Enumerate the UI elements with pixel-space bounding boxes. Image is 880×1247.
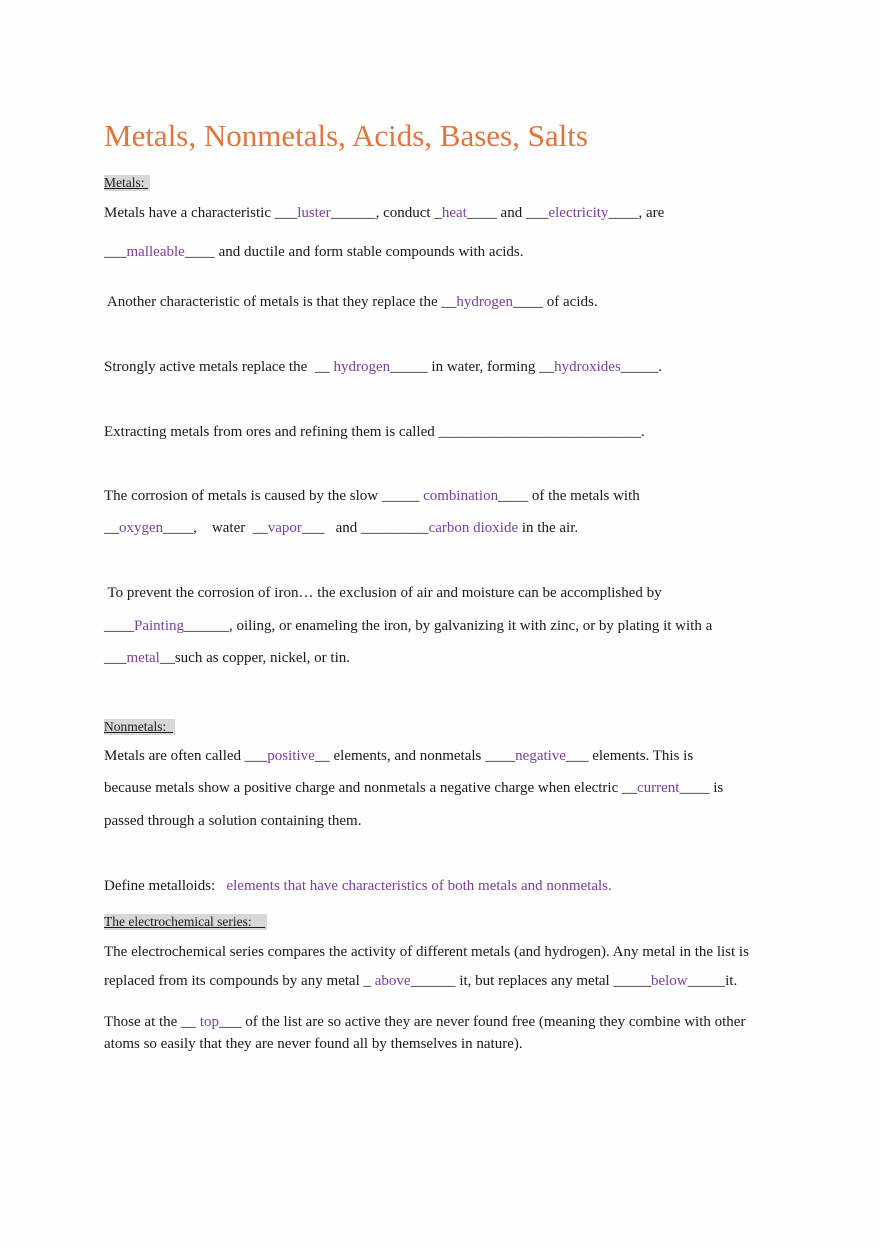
metals-line-8: To prevent the corrosion of iron… the exclusion of air and moisture can be accomplished by — [104, 585, 662, 601]
page-title: Metals, Nonmetals, Acids, Bases, Salts — [104, 118, 588, 153]
answer-oxygen: oxygen — [119, 520, 164, 536]
answer-below: below — [650, 973, 688, 989]
answer-malleable: malleable — [126, 244, 185, 260]
answer-vapor: vapor — [267, 520, 302, 536]
electro-line-1: The electrochemical series compares the activity of different metals (and hydrogen). Any metal in the list is — [104, 944, 749, 960]
answer-above: above — [374, 973, 411, 989]
metals-line-4: Strongly active metals replace the __ hydrogen_____ in water, forming __hydroxides_____. — [104, 359, 663, 375]
answer-carbon-dioxide: carbon dioxide — [428, 520, 519, 536]
metals-line-5: Extracting metals from ores and refining them is called ___________________________. — [104, 424, 645, 440]
metals-heading: Metals: — [104, 175, 148, 190]
metals-line-10: ___metal__such as copper, nickel, or tin. — [104, 650, 351, 666]
metals-line-9: ____Painting______, oiling, or enameling the iron, by galvanizing it with zinc, or by plating it with a — [104, 618, 713, 634]
metals-line-7: __oxygen____, water __vapor___ and _________carbon dioxide in the air. — [104, 520, 579, 536]
answer-current: current — [637, 780, 680, 796]
answer-luster: luster — [297, 205, 331, 221]
answer-painting: Painting — [134, 618, 185, 634]
metals-line-1: Metals have a characteristic ___luster______, conduct _heat____ and ___electricity____, are — [104, 205, 665, 221]
answer-positive: positive — [267, 748, 315, 764]
metals-line-6: The corrosion of metals is caused by the slow _____ combination____ of the metals with — [104, 488, 640, 504]
electro-line-2: replaced from its compounds by any metal _ above______ it, but replaces any metal _____below_____it. — [104, 973, 738, 989]
answer-electricity: electricity — [548, 205, 609, 221]
electro-line-4: atoms so easily that they are never found all by themselves in nature). — [104, 1036, 523, 1052]
nonmetals-line-4: Define metalloids: elements that have characteristics of both metals and nonmetals. — [104, 878, 612, 894]
answer-top: top — [199, 1014, 219, 1030]
answer-hydrogen-acids: hydrogen — [456, 294, 514, 310]
answer-hydrogen-water: hydrogen — [333, 359, 391, 375]
answer-metalloids-definition: elements that have characteristics of both metals and nonmetals. — [226, 878, 612, 894]
electrochemical-heading: The electrochemical series: — [104, 914, 266, 929]
nonmetals-line-2: because metals show a positive charge and nonmetals a negative charge when electric __current____ is — [104, 780, 724, 796]
answer-metal: metal — [126, 650, 160, 666]
nonmetals-line-3: passed through a solution containing them. — [104, 813, 362, 829]
nonmetals-heading: Nonmetals: — [104, 719, 173, 734]
metals-line-3: Another characteristic of metals is that they replace the __hydrogen____ of acids. — [104, 294, 598, 310]
answer-hydroxides: hydroxides — [554, 359, 621, 375]
answer-heat: heat — [441, 205, 467, 221]
answer-negative: negative — [515, 748, 566, 764]
answer-combination: combination — [423, 488, 499, 504]
metals-line-2: ___malleable____ and ductile and form stable compounds with acids. — [104, 244, 524, 260]
nonmetals-line-1: Metals are often called ___positive__ elements, and nonmetals ____negative___ elements. This is — [104, 748, 694, 764]
electro-line-3: Those at the __ top___ of the list are so active they are never found free (meaning they combine with other — [104, 1014, 746, 1030]
